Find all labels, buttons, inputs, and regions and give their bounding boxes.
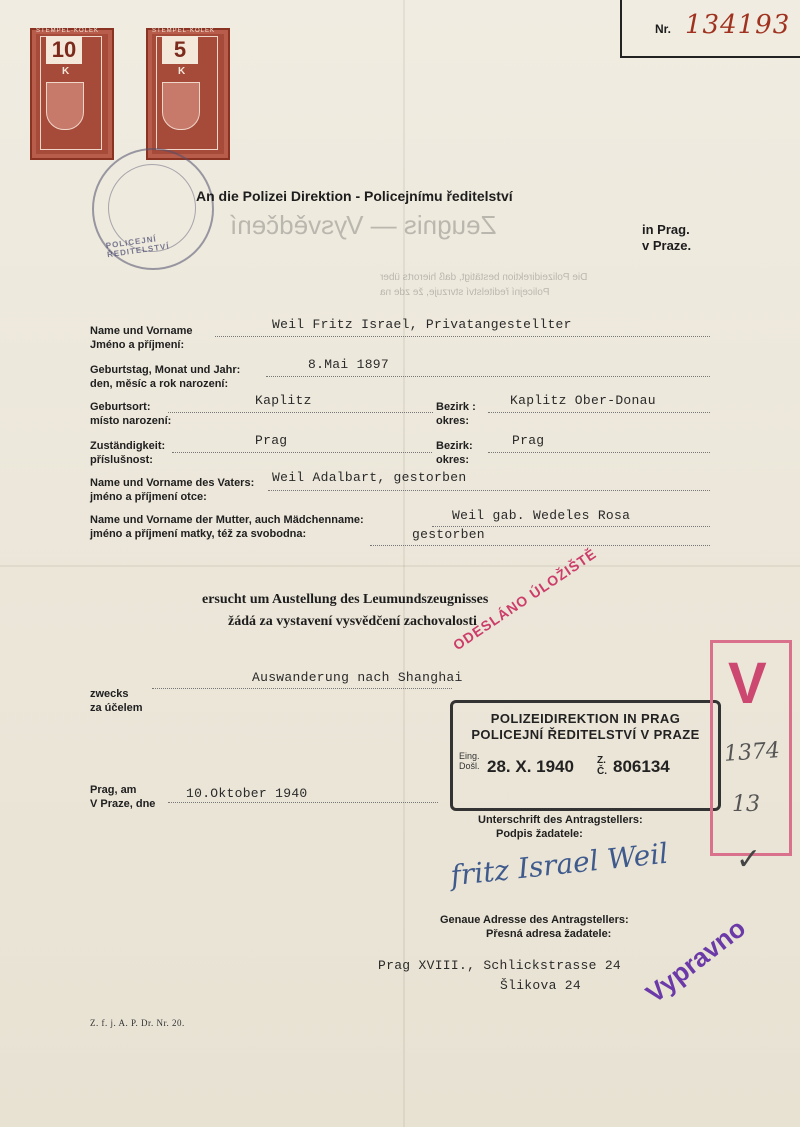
birthplace-bezirk-cz: okres: (436, 415, 470, 427)
birthdate-value: 8.Mai 1897 (308, 357, 390, 372)
stamp-denomination: 5 (162, 36, 198, 64)
nr-value: 134193 (685, 10, 791, 40)
domicile-bezirk-value: Prag (512, 433, 545, 448)
name-label-cz: Jméno a příjmení: (90, 339, 185, 351)
purpose-label-de: zwecks (90, 688, 129, 700)
birthplace-value: Kaplitz (255, 393, 312, 408)
nr-label: Nr. (655, 22, 672, 36)
birthplace-bezirk-value: Kaplitz Ober-Donau (510, 393, 656, 408)
domicile-bezirk-cz: okres: (436, 454, 470, 466)
name-label-de: Name und Vorname (90, 325, 193, 337)
handwritten-number-1: 1374 (723, 738, 781, 767)
birthdate-label-cz: den, měsíc a rok narození: (90, 378, 229, 390)
eing-label: Eing. (459, 751, 480, 761)
police-stamp-line-2: POLICEJNÍ ŘEDITELSTVÍ V PRAZE (471, 727, 700, 742)
fold-line-horizontal (0, 565, 800, 567)
addressee: An die Polizei Direktion - Policejnímu ředitelství (196, 188, 513, 204)
domicile-value: Prag (255, 433, 288, 448)
signature-label-de: Unterschrift des Antragstellers: (478, 814, 643, 826)
police-stamp-date: 28. X. 1940 (487, 757, 574, 776)
check-mark-icon: ✓ (736, 842, 762, 877)
birthplace-label-cz: místo narození: (90, 415, 172, 427)
coat-of-arms-icon (162, 82, 200, 130)
odeslano-stamp: ODESLÁNO ÚLOŽIŠTĚ (450, 545, 600, 654)
father-label-de: Name und Vorname des Vaters: (90, 477, 255, 489)
vypravno-stamp: Vypravno (640, 912, 752, 1009)
address-label-de: Genaue Adresse des Antragstellers: (440, 914, 629, 926)
purpose-label-cz: za účelem (90, 702, 143, 714)
address-label-cz: Přesná adresa žadatele: (486, 928, 612, 940)
ghost-title: Zeugnis — Vysvědčení (230, 210, 497, 240)
v-stamp-letter: V (728, 651, 767, 716)
address-line-2: Šlikova 24 (500, 978, 582, 993)
round-seal-text: POLICEJNÍ ŘEDITELSTVÍ (105, 234, 171, 260)
date-value: 10.Oktober 1940 (186, 786, 308, 801)
signature-label-cz: Podpis žadatele: (496, 828, 583, 840)
ghost-line-2: Policejní ředitelství stvrzuje, že zde na (380, 287, 550, 298)
stamp-unit: K (62, 66, 70, 77)
round-seal (92, 148, 214, 270)
c-label: Č. (597, 766, 607, 777)
police-stamp-eing (459, 751, 480, 771)
place-de: in Prag. (642, 222, 690, 237)
z-label: Z. (597, 755, 606, 766)
police-stamp-zc (597, 755, 607, 777)
ghost-line-1: Die Polizeidirektion bestätigt, daß hierorts über (380, 272, 588, 283)
domicile-label-de: Zuständigkeit: (90, 440, 166, 452)
mother-value: Weil gab. Wedeles Rosa (452, 508, 631, 523)
stamp-denomination: 10 (46, 36, 82, 64)
form-code: Z. f. j. A. P. Dr. Nr. 20. (90, 1018, 185, 1028)
birthplace-bezirk-de: Bezirk : (436, 401, 476, 413)
mother-label-cz: jméno a příjmení matky, též za svobodna: (90, 528, 307, 540)
place-date-label-cz: V Praze, dne (90, 798, 156, 810)
stamp-header: STEMPEL·KOLEK (36, 28, 100, 34)
father-label-cz: jméno a příjmení otce: (90, 491, 207, 503)
police-stamp-number: 806134 (613, 757, 670, 776)
request-cz: žádá za vystavení vysvědčení zachovalosti (228, 614, 477, 629)
stamp-5k (146, 28, 230, 160)
stamp-header: STEMPEL·KOLEK (152, 28, 216, 34)
domicile-bezirk-de: Bezirk: (436, 440, 473, 452)
applicant-signature: fritz Israel Weil (448, 836, 670, 893)
dosl-label: Došl. (459, 761, 480, 771)
stamp-10k (30, 28, 114, 160)
request-de: ersucht um Austellung des Leumundszeugnisses (202, 592, 489, 607)
handwritten-number-2: 13 (732, 792, 760, 817)
place-date-label-de: Prag, am (90, 784, 137, 796)
purpose-value: Auswanderung nach Shanghai (252, 670, 463, 685)
police-stamp-line-1: POLIZEIDIREKTION IN PRAG (490, 711, 681, 726)
coat-of-arms-icon (46, 82, 84, 130)
stamp-unit: K (178, 66, 186, 77)
birthdate-label-de: Geburtstag, Monat und Jahr: (90, 364, 241, 376)
address-line-1: Prag XVIII., Schlickstrasse 24 (378, 958, 622, 973)
name-value: Weil Fritz Israel, Privatangestellter (272, 317, 572, 332)
domicile-label-cz: příslušnost: (90, 454, 153, 466)
birthplace-label-de: Geburtsort: (90, 401, 151, 413)
mother-label-de: Name und Vorname der Mutter, auch Mädchenname: (90, 514, 364, 526)
mother-value-2: gestorben (412, 527, 485, 542)
father-value: Weil Adalbart, gestorben (272, 470, 467, 485)
police-receipt-stamp (450, 700, 721, 811)
place-cz: v Praze. (642, 238, 692, 253)
